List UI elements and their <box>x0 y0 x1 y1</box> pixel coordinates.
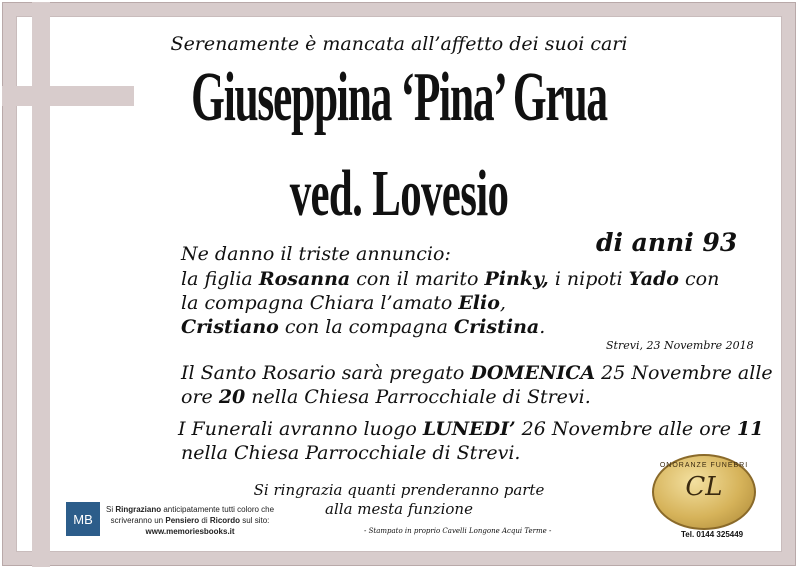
memoriesbooks-text: Si Ringraziano anticipatamente tutti coloro che scriveranno un Pensiero di Ricordo sul sito: www.memoriesbooks.it <box>106 505 275 536</box>
funeral-line-2: nella Chiesa Parrocchiale di Strevi. <box>181 442 521 464</box>
age-text: di anni 93 <box>596 228 738 257</box>
printer-note: - Stampato in proprio Cavelli Longone Acqui Terme - <box>364 527 552 535</box>
family-line-1: la figlia Rosanna con il marito Pinky, i nipoti Yado con <box>181 268 720 290</box>
memoriesbooks-logo: MB <box>66 502 100 536</box>
place-date: Strevi, 23 Novembre 2018 <box>606 339 754 352</box>
funeral-home-seal: ONORANZE FUNEBRI CL <box>652 454 756 530</box>
memoriesbooks-url[interactable]: www.memoriesbooks.it <box>145 527 235 536</box>
deceased-name: Giuseppina ‘Pina’ Grua <box>191 59 607 136</box>
rosary-line-2: ore 20 nella Chiesa Parrocchiale di Strevi. <box>181 386 591 408</box>
rosary-line-1: Il Santo Rosario sarà pregato DOMENICA 25 Novembre alle <box>181 362 773 384</box>
thanks-text: Si ringrazia quanti prenderanno parte alla mesta funzione <box>253 481 545 518</box>
cross-horizontal-bar <box>2 86 134 106</box>
announce-text: Ne danno il triste annuncio: <box>181 243 451 265</box>
phone-number: Tel. 0144 325449 <box>681 530 744 539</box>
funeral-line-1: I Funerali avranno luogo LUNEDI’ 26 Novembre alle ore 11 <box>178 418 764 440</box>
deceased-married-name: ved. Lovesio <box>289 157 509 230</box>
family-line-3: Cristiano con la compagna Cristina. <box>181 316 546 338</box>
family-line-2: la compagna Chiara l’amato Elio, <box>181 292 506 314</box>
intro-text: Serenamente è mancata all’affetto dei suoi cari <box>170 33 628 55</box>
